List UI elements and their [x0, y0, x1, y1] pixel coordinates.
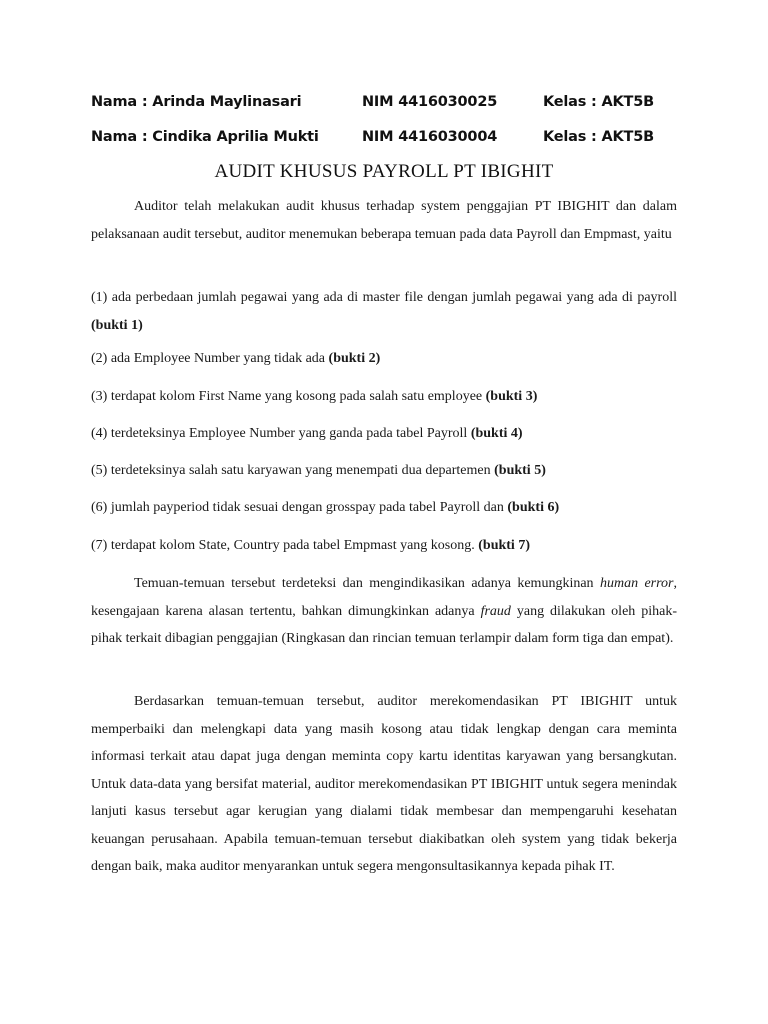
- finding-text: (1) ada perbedaan jumlah pegawai yang ada di master file dengan jumlah pegawai yang ada di payroll: [91, 290, 677, 305]
- findings-summary-paragraph: [91, 570, 677, 653]
- finding-ref: (bukti 2): [328, 351, 381, 366]
- para-text: Temuan-temuan tersebut terdeteksi dan mengindikasikan adanya kemungkinan: [134, 576, 600, 591]
- finding-text: (2) ada Employee Number yang tidak ada: [91, 351, 329, 366]
- intro-paragraph: Auditor telah melakukan audit khusus terhadap system penggajian PT IBIGHIT dan dalam pelaksanaan audit tersebut, auditor menemukan beberapa temuan pada data Payroll dan Empmast, yaitu: [91, 199, 677, 242]
- finding-text: (4) terdeteksinya Employee Number yang ganda pada tabel Payroll: [91, 426, 471, 441]
- finding-text: (7) terdapat kolom State, Country pada tabel Empmast yang kosong.: [91, 538, 479, 553]
- para-italic: fraud: [480, 603, 511, 619]
- para-italic: human error: [599, 576, 674, 591]
- finding-ref: (bukti 3): [485, 389, 538, 404]
- student-kelas: Kelas : AKT5B: [543, 94, 654, 110]
- finding-item: [91, 500, 677, 516]
- finding-ref: (bukti 6): [507, 500, 560, 515]
- document-title: AUDIT KHUSUS PAYROLL PT IBIGHIT: [214, 161, 554, 182]
- recommendation-paragraph: Berdasarkan temuan-temuan tersebut, auditor merekomendasikan PT IBIGHIT untuk memperbaiki dan melengkapi data yang masih kosong atau tidak lengkap dengan cara meminta informasi terkait atau dapat juga dengan meminta copy kartu identitas karyawan yang bersangkutan. Untuk data-data yang bersifat material, auditor merekomendasikan PT IBIGHIT untuk segera menindak lanjuti kasus tersebut agar kerugian yang dialami tidak membesar dan mempengaruhi kesehatan keuangan perusahaan. Apabila temuan-temuan tersebut diakibatkan oleh system yang tidak bekerja dengan baik, maka auditor menyarankan untuk segera mengonsultasikannya kepada pihak IT.: [91, 694, 677, 874]
- finding-ref: (bukti 4): [470, 426, 523, 441]
- finding-item: [91, 284, 677, 339]
- student-name: Nama : Arinda Maylinasari: [91, 94, 302, 110]
- finding-item: [91, 463, 677, 479]
- finding-item: [91, 389, 677, 405]
- student-name: Nama : Cindika Aprilia Mukti: [91, 129, 319, 145]
- finding-text: (6) jumlah payperiod tidak sesuai dengan grosspay pada tabel Payroll dan: [91, 500, 508, 515]
- finding-item: [91, 351, 677, 367]
- student-row-2: [91, 129, 691, 153]
- para-text: , kesengajaan karena alasan tertentu, bahkan dimungkinkan adanya: [91, 576, 677, 619]
- finding-ref: (bukti 7): [478, 538, 530, 553]
- student-kelas: Kelas : AKT5B: [543, 129, 654, 145]
- finding-ref: (bukti 5): [494, 463, 546, 478]
- finding-item: [91, 538, 677, 554]
- finding-text: (5) terdeteksinya salah satu karyawan yang menempati dua departemen: [91, 463, 495, 478]
- student-row-1: [91, 94, 691, 118]
- finding-ref: (bukti 1): [91, 317, 143, 333]
- para-text: yang dilakukan oleh pihak-pihak terkait dibagian penggajian (Ringkasan dan rincian temuan terlampir dalam form tiga dan empat).: [91, 603, 677, 646]
- student-nim: NIM 4416030004: [362, 129, 498, 145]
- finding-item: [91, 426, 677, 442]
- finding-text: (3) terdapat kolom First Name yang kosong pada salah satu employee: [91, 389, 486, 404]
- student-nim: NIM 4416030025: [362, 94, 498, 110]
